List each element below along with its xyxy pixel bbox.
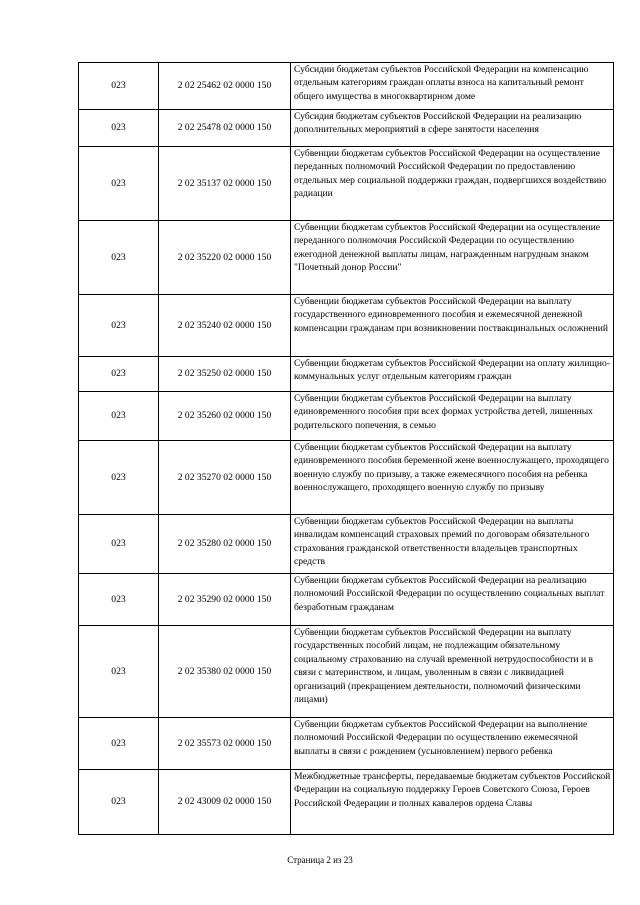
- description-cell: Субсидия бюджетам субъектов Российской Федерации на реализацию дополнительных мероприятий в сфере занятости населения: [291, 110, 614, 147]
- table-row: [79, 392, 614, 441]
- budget-code-cell: 2 02 35137 02 0000 150: [159, 147, 291, 221]
- table-row: [79, 574, 614, 626]
- description-cell: Субвенции бюджетам субъектов Российской Федерации на осуществление переданных полномочий Российской Федерации по предоставлению отдельных мер социальной поддержки граждан, подвергшихся воздействию радиации: [291, 147, 614, 221]
- description-cell: Субвенции бюджетам субъектов Российской Федерации на выплату единовременного пособия при всех формах устройства детей, лишенных родительского попечения, в семью: [291, 392, 614, 441]
- budget-code-cell: 2 02 35573 02 0000 150: [159, 718, 291, 770]
- budget-code-cell: 2 02 35250 02 0000 150: [159, 357, 291, 392]
- description-cell: Субвенции бюджетам субъектов Российской Федерации на выплату государственного единовременного пособия и ежемесячной денежной компенсации гражданам при возникновении поствакцинальных осложнений: [291, 295, 614, 357]
- budget-code-cell: 2 02 35270 02 0000 150: [159, 441, 291, 515]
- description-cell: Субвенции бюджетам субъектов Российской Федерации на выплату единовременного пособия беременной жене военнослужащего, проходящего военную службу по призыву, а также ежемесячного пособия на ребенка военнослужащего, проходящего военную службу по призыву: [291, 441, 614, 515]
- admin-code-cell: 023: [79, 221, 159, 295]
- budget-code-cell: 2 02 35380 02 0000 150: [159, 626, 291, 718]
- description-cell: Субвенции бюджетам субъектов Российской Федерации на выплаты инвалидам компенсаций страховых премий по договорам обязательного страхования гражданской ответственности владельцев транспортных средств: [291, 515, 614, 574]
- budget-code-cell: 2 02 43009 02 0000 150: [159, 770, 291, 835]
- table-row: [79, 63, 614, 110]
- table-row: [79, 515, 614, 574]
- admin-code-cell: 023: [79, 110, 159, 147]
- admin-code-cell: 023: [79, 574, 159, 626]
- table-row: [79, 357, 614, 392]
- table-row: [79, 147, 614, 221]
- admin-code-cell: 023: [79, 147, 159, 221]
- admin-code-cell: 023: [79, 515, 159, 574]
- budget-code-cell: 2 02 35280 02 0000 150: [159, 515, 291, 574]
- description-cell: Субвенции бюджетам субъектов Российской Федерации на оплату жилищно-коммунальных услуг отдельным категориям граждан: [291, 357, 614, 392]
- admin-code-cell: 023: [79, 770, 159, 835]
- description-cell: Субсидии бюджетам субъектов Российской Федерации на компенсацию отдельным категориям граждан оплаты взноса на капитальный ремонт общего имущества в многоквартирном доме: [291, 63, 614, 110]
- table-row: [79, 441, 614, 515]
- description-cell: Субвенции бюджетам субъектов Российской Федерации на реализацию полномочий Российской Федерации по осуществлению социальных выплат безработным гражданам: [291, 574, 614, 626]
- admin-code-cell: 023: [79, 441, 159, 515]
- table-row: [79, 221, 614, 295]
- budget-code-cell: 2 02 25478 02 0000 150: [159, 110, 291, 147]
- admin-code-cell: 023: [79, 63, 159, 110]
- admin-code-cell: 023: [79, 626, 159, 718]
- description-cell: Межбюджетные трансферты, передаваемые бюджетам субъектов Российской Федерации на социальную поддержку Героев Советского Союза, Героев Российской Федерации и полных кавалеров ордена Славы: [291, 770, 614, 835]
- budget-code-cell: 2 02 35290 02 0000 150: [159, 574, 291, 626]
- table-row: [79, 718, 614, 770]
- budget-code-cell: 2 02 35260 02 0000 150: [159, 392, 291, 441]
- budget-code-cell: 2 02 25462 02 0000 150: [159, 63, 291, 110]
- admin-code-cell: 023: [79, 357, 159, 392]
- table-row: [79, 770, 614, 835]
- page-number-footer: Страница 2 из 23: [287, 855, 353, 865]
- admin-code-cell: 023: [79, 718, 159, 770]
- table-row: [79, 626, 614, 718]
- description-cell: Субвенции бюджетам субъектов Российской Федерации на осуществление переданного полномочия Российской Федерации по осуществлению ежегодной денежной выплаты лицам, награжденным нагрудным знаком "Почетный донор России": [291, 221, 614, 295]
- table-row: [79, 295, 614, 357]
- admin-code-cell: 023: [79, 392, 159, 441]
- admin-code-cell: 023: [79, 295, 159, 357]
- budget-code-cell: 2 02 35240 02 0000 150: [159, 295, 291, 357]
- table-row: [79, 110, 614, 147]
- description-cell: Субвенции бюджетам субъектов Российской Федерации на выполнение полномочий Российской Федерации по осуществлению ежемесячной выплаты в связи с рождением (усыновлением) первого ребенка: [291, 718, 614, 770]
- budget-codes-table: [78, 62, 614, 835]
- budget-code-cell: 2 02 35220 02 0000 150: [159, 221, 291, 295]
- description-cell: Субвенции бюджетам субъектов Российской Федерации на выплату государственных пособий лицам, не подлежащим обязательному социальному страхованию на случай временной нетрудоспособности и в связи с материнством, и лицам, уволенным в связи с ликвидацией организаций (прекращением деятельности, полномочий физическими лицами): [291, 626, 614, 718]
